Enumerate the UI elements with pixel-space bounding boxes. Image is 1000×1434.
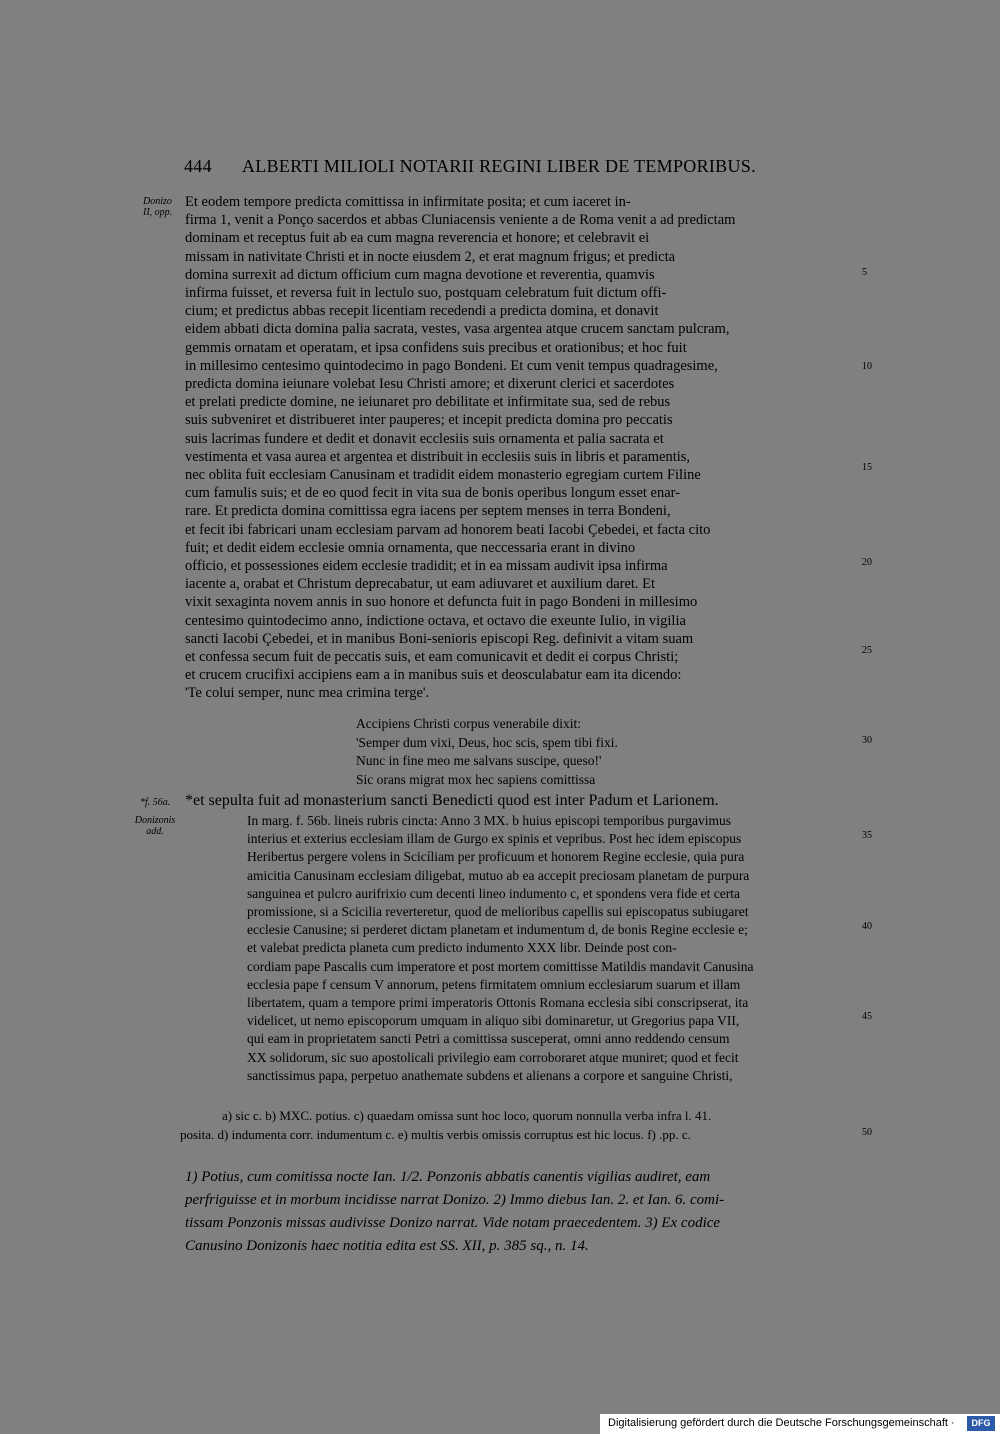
- addition-line: XX solidorum, sic suo apostolicali privilegio eam corroboraret atque muniret; quod et fecit: [247, 1049, 739, 1065]
- text-line: et prelati predicte domine, ne ieiunaret pro debilitate et infirmitate sua, sed de rebus: [185, 394, 671, 411]
- line-number: 10: [862, 361, 872, 372]
- text-line: iacente a, orabat et Christum deprecabatur, ut eam adiuvaret et auxilium daret. Et: [185, 576, 656, 593]
- addition-line: sanguinea et pulcro aurifrixio cum decenti lineo indumento c, et spondens vera fide et certa: [247, 885, 740, 901]
- margin-source-ref: II, opp.: [143, 207, 173, 218]
- line-number: 20: [862, 557, 872, 568]
- text-line: et crucem crucifixi accipiens eam a in manibus suis et deosculabatur eam ita dicendo:: [185, 667, 682, 684]
- addition-line: ecclesia pape f censum V annorum, petens firmitatem omnium ecclesiarum suarum et illam: [247, 976, 741, 992]
- line-number: 35: [862, 830, 872, 841]
- addition-line: videlicet, ut nemo episcoporum umquam in aliquo sibi dominaretur, ut Gregorius papa VII,: [247, 1013, 740, 1029]
- critical-note-line-2: posita. d) indumenta corr. indumentum c. e) multis verbis omissis corruptus est hic locus. f) .pp. c.: [180, 1127, 691, 1142]
- margin-note-source: [143, 196, 172, 218]
- text-line: suis subveniret et distribueret inter pauperes; et incepit predicta domina pro peccatis: [185, 412, 673, 429]
- text-line: missam in nativitate Christi et in nocte eiusdem 2, et erat magnum frigus; et predicta: [185, 248, 676, 265]
- addition-line: promissione, si a Scicilia reverteretur, quod de melioribus capellis sui episcopatus subiugaret: [247, 904, 749, 919]
- addition-line: et valebat predicta planeta cum predicto indumento XXX libr. Deinde post con-: [247, 940, 677, 956]
- addition-line: libertatem, quam a tempore primi imperatoris Ottonis Romana ecclesia sibi conscripserat, ita: [247, 995, 749, 1010]
- page-number: 444: [184, 156, 212, 176]
- text-line: fuit; et dedit eidem ecclesie omnia ornamenta, que neccessaria erant in divino: [185, 539, 636, 556]
- margin-source-name: Donizo: [143, 196, 172, 207]
- text-line: nec oblita fuit ecclesiam Canusinam et tradidit eidem monasterio egregiam curtem Filine: [185, 467, 701, 483]
- verse-line: Nunc in fine meo me salvans suscipe, queso!': [356, 753, 602, 768]
- text-line: vixit sexaginta novem annis in suo honore et defuncta fuit in pago Bondeni in millesimo: [185, 594, 698, 611]
- text-line: in millesimo centesimo quintodecimo in pago Bondeni. Et cum venit tempus quadragesime,: [185, 357, 718, 374]
- text-line: sancti Iacobi Çebedei, et in manibus Boni-senioris episcopi Reg. definivit a vitam suam: [185, 630, 694, 647]
- line-number: 5: [862, 267, 867, 278]
- footnote-line: 1) Potius, cum comitissa nocte Ian. 1/2. Ponzonis abbatis canentis vigilias audiret, eam: [185, 1169, 711, 1185]
- text-line: firma 1, venit a Ponço sacerdos et abbas Cluniacensis veniente a de Roma venit a ad predictam: [185, 212, 736, 229]
- verse-line: Sic orans migrat mox hec sapiens comittissa: [356, 771, 596, 787]
- text-line: 'Te colui semper, nunc mea crimina terge'.: [185, 685, 430, 702]
- verse-line: Accipiens Christi corpus venerabile dixit:: [356, 716, 581, 731]
- text-line: dominam et receptus fuit ab ea cum magna reverencia et honore; et celebravit ei: [185, 230, 650, 247]
- margin-note-addition: [130, 815, 180, 837]
- running-header: [184, 156, 784, 177]
- text-line: predicta domina ieiunare volebat Iesu Christi amore; et dixerunt clerici et sacerdotes: [185, 376, 675, 392]
- text-line: centesimo quintodecimo anno, indictione octava, et octavo die exeunte Iulio, in vigilia: [185, 612, 686, 629]
- line-number: 45: [862, 1011, 872, 1022]
- text-line: officio, et possessiones eidem ecclesie tradidit; et in ea missam audivit ipsa infirma: [185, 558, 668, 574]
- addition-line: amicitia Canusinam ecclesiam diligebat, mutuo ab ea accepit preciosam planetam de purpura: [247, 867, 750, 883]
- margin-addition-source: Donizonis: [134, 815, 176, 826]
- critical-note-line-1: a) sic c. b) MXC. potius. c) quaedam omissa sunt hoc loco, quorum nonnulla verba infra l. 41.: [222, 1108, 712, 1123]
- after-verse-line: *et sepulta fuit ad monasterium sancti Benedicti quod est inter Padum et Larionem.: [185, 792, 719, 809]
- line-number: 40: [862, 921, 872, 932]
- footnote-line: tissam Ponzonis missas audivisse Donizo narrat. Vide notam praecedentem. 3) Ex codice: [185, 1215, 721, 1231]
- text-line: suis lacrimas fundere et dedit et donavit ecclesiis suis ornamenta et palia sacrata et: [185, 430, 664, 447]
- text-line: gemmis ornatam et operatam, et ipsa confidens suis precibus et orationibus; et hoc fuit: [185, 339, 687, 356]
- text-line: domina surrexit ad dictum officium cum magna devotione et reverentia, quamvis: [185, 266, 655, 283]
- text-line: infirma fuisset, et reversa fuit in lectulo suo, postquam celebratum fuit dictum offi-: [185, 285, 667, 301]
- addition-line: ecclesie Canusine; si perderet dictam planetam et indumentum d, de bonis Regine ecclesie e;: [247, 922, 748, 938]
- line-number: 25: [862, 645, 872, 656]
- text-line: eidem abbati dicta domina palia sacrata, vestes, vasa argentea atque crucem sanctam pulcram,: [185, 321, 730, 338]
- addition-line: qui eam in proprietatem sancti Petri a comittissa susceperat, omni anno reddendo censum: [247, 1031, 730, 1047]
- text-line: vestimenta et vasa aurea et argentea et distribuit in ecclesiis suis in libris et paramentis,: [185, 448, 691, 465]
- line-number: 15: [862, 462, 872, 473]
- margin-addition-label: add.: [146, 826, 164, 837]
- text-line: cum famulis suis; et de eo quod fecit in vita sua de bonis operibus longum esset enar-: [185, 485, 681, 502]
- footer-credit: Digitalisierung gefördert durch die Deutsche Forschungsgemeinschaft ·: [608, 1417, 955, 1429]
- footnote-line: perfriguisse et in morbum incidisse narrat Donizo. 2) Immo diebus Ian. 2. et Ian. 6. comi-: [185, 1192, 725, 1208]
- text-line: et confessa secum fuit de peccatis suis, et eam comunicavit et dedit ei corpus Christi;: [185, 649, 679, 665]
- text-line: cium; et predictus abbas recepit licentiam recedendi a predicta domina, et donavit: [185, 303, 659, 320]
- dfg-logo: DFG: [967, 1416, 995, 1431]
- line-number: 30: [862, 735, 872, 746]
- verse-line: 'Semper dum vixi, Deus, hoc scis, spem tibi fixi.: [356, 734, 618, 750]
- addition-line: interius et exterius ecclesiam illam de Gurgo ex spinis et vepribus. Post hec idem episcopus: [247, 831, 742, 847]
- line-number: 50: [862, 1127, 872, 1138]
- text-line: rare. Et predicta domina comittissa egra iacens per septem menses in terra Bondeni,: [185, 503, 671, 520]
- footnote-line: Canusino Donizonis haec notitia edita est SS. XII, p. 385 sq., n. 14.: [185, 1238, 589, 1254]
- addition-line: cordiam pape Pascalis cum imperatore et post mortem comittisse Matildis mandavit Canusina: [247, 958, 754, 974]
- addition-line: sanctissimus papa, perpetuo anathemate subdens et alienans a corpore et sanguine Christi,: [247, 1067, 733, 1083]
- addition-line: In marg. f. 56b. lineis rubris cincta: Anno 3 MX. b huius episcopi temporibus purgavimus: [247, 813, 731, 828]
- text-line: Et eodem tempore predicta comittissa in infirmitate posita; et cum iaceret in-: [185, 194, 631, 210]
- running-title: ALBERTI MILIOLI NOTARII REGINI LIBER DE TEMPORIBUS.: [242, 156, 756, 176]
- margin-folio-mark: *f. 56a.: [140, 797, 171, 808]
- text-line: et fecit ibi fabricari unam ecclesiam parvam ad honorem beati Iacobi Çebedei, et facta cito: [185, 521, 711, 538]
- addition-line: Heribertus pergere volens in Scicíliam per proficuum et honorem Regine ecclesie, quia pura: [247, 849, 745, 865]
